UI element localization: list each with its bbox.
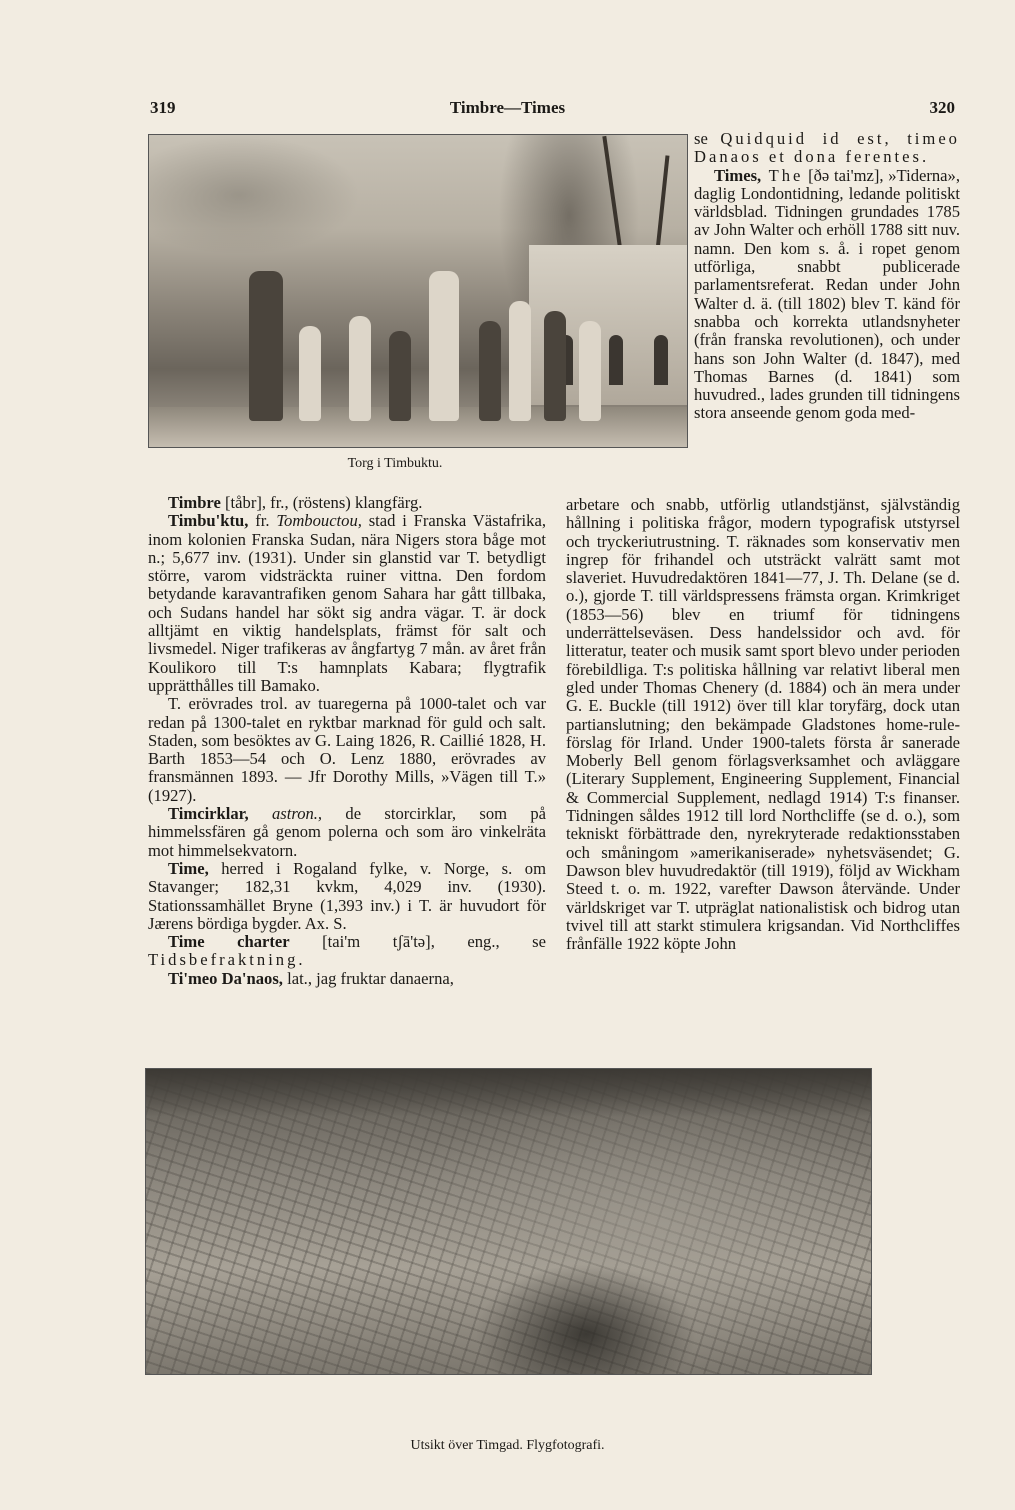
running-head: Timbre—Times: [449, 98, 566, 117]
entry-head: Time charter: [168, 932, 290, 952]
entry-timbuktu-cont: [148, 695, 546, 805]
latin-quote: Quidquid id est, timeo Danaos et dona ferentes.: [694, 129, 960, 167]
entry-abbr: astron.,: [248, 804, 323, 824]
left-column: [148, 494, 546, 988]
entry-timeo-danaos: [148, 970, 546, 988]
entry-timbuktu: [148, 512, 546, 695]
right-column-bottom: [566, 496, 960, 953]
entry-text: herred i Rogaland fylke, v. Norge, s. om Stavanger; 182,31 kvkm, 4,029 inv. (1930). Stationssamhället Bryne (1,393 inv.) i T. är huvudort för Jærens bördiga bygder. Ax. S.: [148, 858, 546, 933]
entry-time: [148, 860, 546, 933]
cross-reference: Tidsbefraktning.: [148, 950, 306, 970]
entry-text: lat., jag fruktar danaerna,: [282, 968, 454, 988]
entry-head: Timbu'ktu,: [168, 511, 249, 531]
entry-text: T. erövrades trol. av tuaregerna på 1000-talet och var redan på 1300-talet en ryktbar marknad för guld och salt. Staden, som besöktes av G. Laing 1826, R. Caillié 1828, H. Barth 1853—54 och O. Lenz 1880, erövrades av fransmännen 1893. — Jfr Dorothy Mills, »Vägen till T.» (1927).: [148, 694, 546, 805]
entry-alt-name: Tombouctou,: [276, 511, 362, 531]
entry-head: Ti'meo Da'naos,: [168, 968, 283, 988]
entry-text: [tai'm tʃā'tə], eng., se: [289, 932, 546, 952]
entry-text: [ðə tai'mz], »Tiderna», daglig Londontidning, ledande politiskt världsblad. Tidningen grundades 1785 av John Walter och erhöll 1788 sitt nuv. namn. Den kom s. å. i ropet genom utförliga, snabbt publicerade parlamentsreferat. Redan under John Walter d. ä. (till 1802) blev T. känd för snabba och korrekta utlandsnyheter (från franska revolutionen), och under hans son John Walter (d. 1847), med Thomas Barnes (d. 1841) som huvudred., lades grunden till tidningens stora anseende genom goda med-: [694, 165, 960, 423]
page-number-right: 320: [929, 98, 955, 117]
entry-text: se: [694, 129, 721, 148]
timbuktu-caption: Torg i Timbuktu.: [347, 456, 443, 471]
entry-times-cont: [566, 496, 960, 953]
right-column-top: [694, 130, 960, 423]
entry-text: de storcirklar, som på himmelssfären gå genom polerna och som äro vinkelräta mot himmelsekvatorn.: [148, 804, 546, 860]
entry-timcirklar: [148, 805, 546, 860]
entry-timbre: [148, 494, 546, 512]
entry-head: Times,: [714, 165, 762, 185]
page-number-left: 319: [150, 98, 176, 117]
entry-head: Timbre: [168, 493, 221, 512]
entry-time-charter: [148, 933, 546, 970]
entry-text: stad i Franska Västafrika, inom kolonien Franska Sudan, nära Nigers stora båge mot n.; 5,677 inv. (1931). Under sin glanstid var T. betydligt större, varom vidsträckta ruiner vittna. Den fordom betydande karavantrafiken genom Sahara har gått tillbaka, och Sudans handel har sökt sig andra vägar. T. är dock alltjämt en viktig handelsplats, främst för salt och livsmedel. Niger trafikeras av ångfartyg 7 mån. av året från Koulikoro till T:s hamnplats Kabara; flygtrafik upprätthålles till Bamako.: [148, 511, 546, 695]
entry-text: [tåbr], fr., (röstens) klangfärg.: [220, 493, 423, 512]
timbuktu-market-photo: [148, 134, 688, 448]
timgad-caption: Utsikt över Timgad. Flygfotografi.: [410, 1438, 605, 1453]
entry-head: Time,: [168, 858, 209, 878]
entry-text: fr.: [248, 511, 277, 531]
entry-head: Timcirklar,: [168, 804, 249, 824]
timgad-aerial-photo: [145, 1068, 872, 1375]
entry-text: arbetare och snabb, utförlig utlandstjänst, självständig hållning i politiska frågor, modern typografisk utstyrsel och tryckeriutrustning. T. räknades som konservativ men ingrep för frihandel och utsträckt valrätt samt mot slaveriet. Huvudredaktören 1841—77, J. Th. Delane (se d. o.), gjorde T. till världspressens främsta organ. Krimkriget (1853—56) blev en triumf för tidningens underrättelseväsen. Dess handelssidor och avd. för litteratur, teater och musik samt sport blevo under perioden förebildliga. T:s politiska hållning var relativt liberal men gled under Thomas Chenery (d. 1884) och än mera under G. E. Buckle (till 1912) över till klar toryfärg, dock utan partianslutning; den bekämpade Gladstones home-rule-förslag för Irland. Under 1900-talets första år sanerade Moberly Bell genom förlagsverksamhet och avläggare (Literary Supplement, Engineering Supplement, Financial & Commercial Supplement, nedlagd 1914) T:s finanser. Tidningen såldes 1912 till lord Northcliffe (se d. o.), som tekniskt förbättrade den, nyrekryterade redaktionsstaben och småningom »amerikaniserade» nyhetsväsendet; G. Dawson blev huvudredaktör (till 1919), följd av Wickham Steed t. o. m. 1922, varefter Dawson återvände. Under världskriget var T. utpräglat nationalistisk och bidrog utan tvivel till att starkt stimulera krigsandan. Vid Northcliffes frånfälle 1922 köpte John: [566, 495, 960, 954]
entry-timeo-cont: [694, 130, 960, 167]
entry-times: [694, 167, 960, 423]
entry-article: The: [761, 165, 804, 185]
